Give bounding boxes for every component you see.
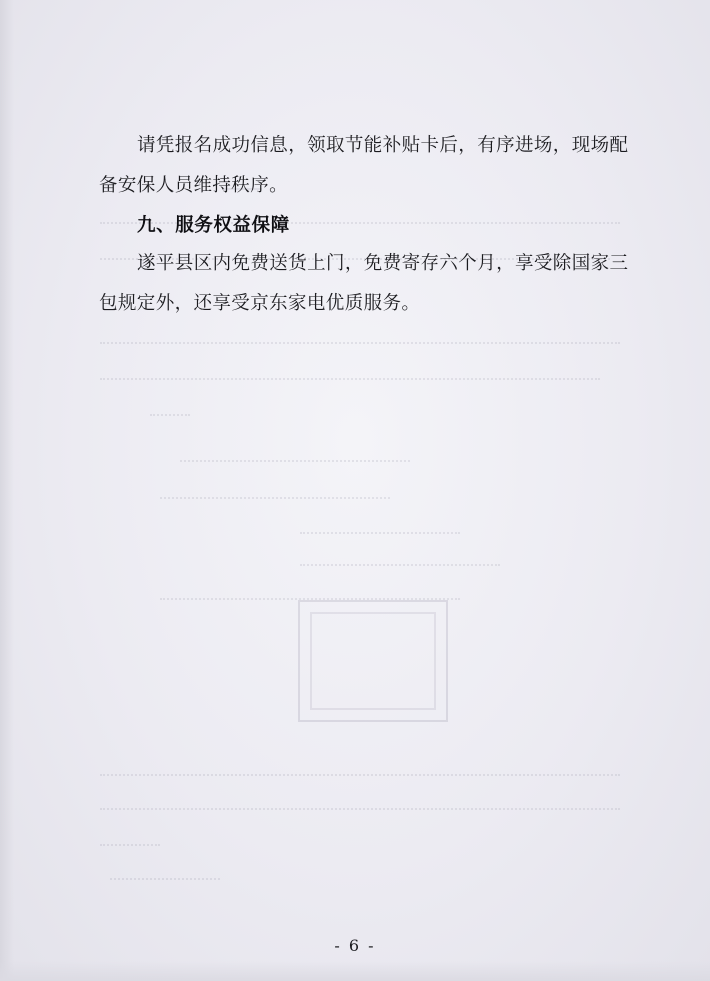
bleed-through-mark: [100, 330, 620, 344]
page-number: - 6 -: [334, 936, 376, 955]
bleed-through-seal: [298, 600, 448, 722]
bleed-through-mark: [110, 866, 220, 880]
bleed-through-mark: [180, 448, 410, 462]
bleed-through-mark: [160, 586, 460, 600]
bleed-through-mark: [300, 520, 460, 534]
section-9-line-2: 包规定外，还享受京东家电优质服务。: [99, 293, 421, 314]
bleed-through-mark: [150, 402, 190, 416]
section-9-heading: 九、服务权益保障: [137, 215, 290, 236]
bleed-through-mark: [100, 832, 160, 846]
bleed-through-mark: [300, 552, 500, 566]
bleed-through-mark: [100, 762, 620, 776]
scan-shadow-left: [0, 0, 14, 981]
paragraph-1-line-1: 请凭报名成功信息，领取节能补贴卡后，有序进场，现场配: [137, 135, 629, 156]
bleed-through-mark: [100, 366, 600, 380]
section-9-line-1: 遂平县区内免费送货上门，免费寄存六个月，享受除国家三: [137, 253, 629, 274]
bleed-through-mark: [100, 796, 620, 810]
scan-shadow-bottom: [0, 961, 710, 981]
paragraph-1-line-2: 备安保人员维持秩序。: [99, 175, 289, 196]
bleed-through-mark: [160, 485, 390, 499]
